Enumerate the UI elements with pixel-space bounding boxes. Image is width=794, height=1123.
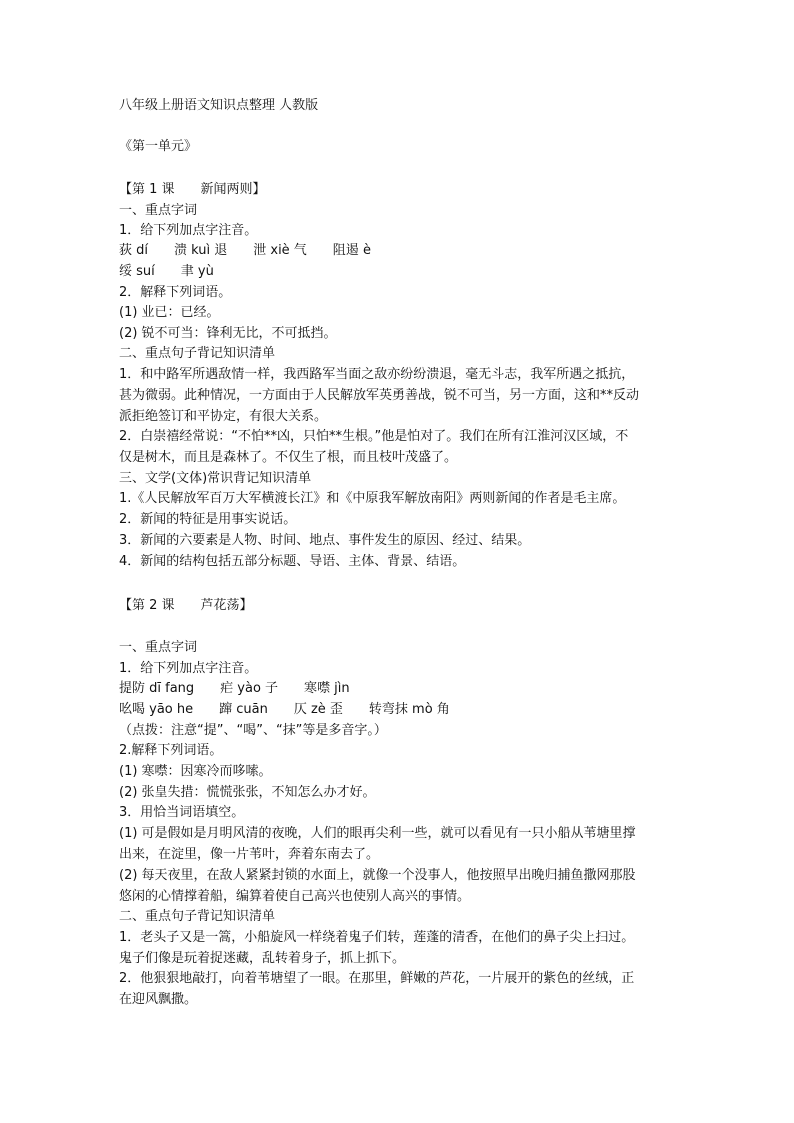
text-line: 提防 dī fang 疟 yào 子 寒噤 jìn	[119, 681, 350, 696]
text-line: 吆喝 yāo he 蹿 cuān 仄 zè 歪 转弯抹 mò 角	[119, 702, 450, 717]
text-line: 派拒绝签订和平协定，有很大关系。	[119, 409, 328, 424]
text-line: 绥 suí 聿 yù	[119, 264, 214, 279]
section-heading: 一、重点字词	[119, 203, 198, 218]
document-title: 八年级上册语文知识点整理 人教版	[119, 98, 319, 113]
text-line: (2) 张皇失措：慌慌张张，不知怎么办才好。	[119, 785, 376, 800]
text-line: (2) 锐不可当：锋利无比，不可抵挡。	[119, 326, 337, 341]
section-heading: 三、文学(文体)常识背记知识清单	[119, 471, 312, 486]
text-line: 出来，在淀里，像一片苇叶，奔着东南去了。	[119, 847, 380, 862]
text-line: 仅是树木，而且是森林了。不仅生了根，而且枝叶茂盛了。	[119, 450, 458, 465]
text-line: (1) 可是假如是月明风清的夜晚，人们的眼再尖利一些，就可以看见有一只小船从苇塘里撑	[119, 826, 636, 841]
text-line: (1) 业已：已经。	[119, 305, 220, 320]
text-line: 2．新闻的特征是用事实说话。	[119, 512, 297, 527]
text-line: 1．老头子又是一篙，小船旋风一样绕着鬼子们转，莲蓬的清香，在他们的鼻子尖上扫过。	[119, 930, 635, 945]
text-line: 甚为微弱。此种情况，一方面由于人民解放军英勇善战，锐不可当，另一方面，这和**反动	[119, 388, 640, 403]
text-line: 荻 dí 溃 kuì 退 泄 xiè 气 阻遏 è	[119, 243, 371, 258]
text-line: （点拨：注意“提”、“喝”、“抹”等是多音字。）	[119, 723, 387, 738]
text-line: 2.解释下列词语。	[119, 743, 223, 758]
text-line: 2．解释下列词语。	[119, 285, 232, 300]
text-line: 2．他狠狠地敲打，向着苇塘望了一眼。在那里，鲜嫩的芦花，一片展开的紫色的丝绒，正	[119, 971, 635, 986]
text-line: 3．用恰当词语填空。	[119, 805, 245, 820]
section-heading: 二、重点句子背记知识清单	[119, 346, 276, 361]
text-line: 悠闲的心情撑着船，编算着使自己高兴也使别人高兴的事情。	[119, 889, 471, 904]
text-line: 3．新闻的六要素是人物、时间、地点、事件发生的原因、经过、结果。	[119, 533, 531, 548]
text-line: 鬼子们像是玩着捉迷藏，乱转着身子，抓上抓下。	[119, 951, 406, 966]
lesson-2-heading: 【第 2 课 芦花荡】	[119, 598, 253, 613]
section-heading: 二、重点句子背记知识清单	[119, 909, 276, 924]
text-line: (2) 每天夜里，在敌人紧紧封锁的水面上，就像一个没事人，他按照早出晚归捕鱼撒网那股	[119, 868, 636, 883]
unit-heading: 《第一单元》	[119, 139, 198, 154]
text-line: 2．白崇禧经常说：“不怕**凶，只怕**生根。”他是怕对了。我们在所有江淮河汉区域，不	[119, 429, 629, 444]
text-line: (1) 寒噤：因寒冷而哆嗦。	[119, 764, 272, 779]
text-line: 在迎风飘撒。	[119, 992, 198, 1007]
text-line: 1．给下列加点字注音。	[119, 223, 258, 238]
lesson-1-heading: 【第 1 课 新闻两则】	[119, 182, 266, 197]
text-line: 1．和中路军所遇敌情一样，我西路军当面之敌亦纷纷溃退，毫无斗志，我军所遇之抵抗，	[119, 367, 635, 382]
text-line: 1.《人民解放军百万大军横渡长江》和《中原我军解放南阳》两则新闻的作者是毛主席。	[119, 491, 626, 506]
section-heading: 一、重点字词	[119, 640, 198, 655]
text-line: 4．新闻的结构包括五部分标题、导语、主体、背景、结语。	[119, 554, 466, 569]
text-line: 1．给下列加点字注音。	[119, 661, 258, 676]
